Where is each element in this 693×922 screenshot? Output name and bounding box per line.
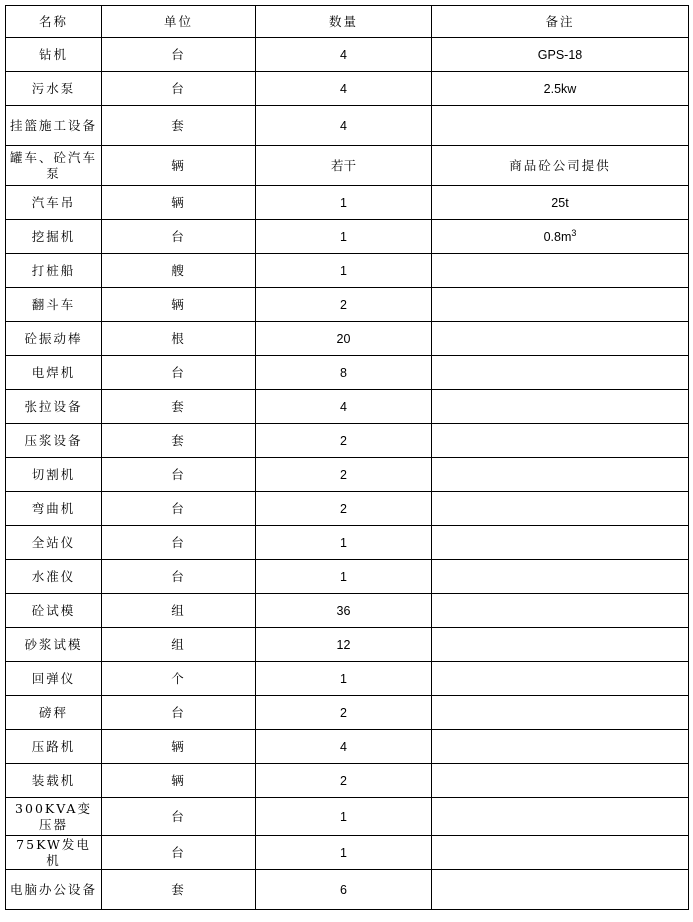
- cell-unit: 根: [102, 322, 256, 356]
- cell-name: 钻机: [6, 38, 102, 72]
- cell-remark: [432, 106, 689, 146]
- table-row: [6, 662, 689, 696]
- cell-unit: 套: [102, 106, 256, 146]
- cell-quantity: 1: [256, 662, 432, 696]
- cell-quantity: 2: [256, 764, 432, 798]
- table-row: [6, 106, 689, 146]
- cell-name: 全站仪: [6, 526, 102, 560]
- cell-name: 挂篮施工设备: [6, 106, 102, 146]
- cell-name: 切割机: [6, 458, 102, 492]
- cell-name: 压浆设备: [6, 424, 102, 458]
- cell-name: 挖掘机: [6, 220, 102, 254]
- table-row: [6, 764, 689, 798]
- cell-remark: [432, 492, 689, 526]
- cell-remark: [432, 424, 689, 458]
- cell-unit: 台: [102, 356, 256, 390]
- cell-quantity: 4: [256, 390, 432, 424]
- cell-remark: [432, 356, 689, 390]
- cell-unit: 台: [102, 526, 256, 560]
- cell-remark: [432, 696, 689, 730]
- header-unit: 单位: [102, 6, 256, 38]
- cell-remark: [432, 628, 689, 662]
- cell-quantity: 12: [256, 628, 432, 662]
- cell-unit: 辆: [102, 288, 256, 322]
- cell-name: 弯曲机: [6, 492, 102, 526]
- remark-text: 0.8m: [543, 229, 572, 244]
- cell-remark: 2.5kw: [432, 72, 689, 106]
- cell-unit: 台: [102, 458, 256, 492]
- cell-name: 砼试模: [6, 594, 102, 628]
- cell-remark: [432, 730, 689, 764]
- cell-quantity: 2: [256, 288, 432, 322]
- cell-name: 汽车吊: [6, 186, 102, 220]
- cell-name: 污水泵: [6, 72, 102, 106]
- cell-name: 砂浆试模: [6, 628, 102, 662]
- cell-remark: [432, 526, 689, 560]
- cell-quantity: 1: [256, 220, 432, 254]
- table-row: [6, 492, 689, 526]
- cell-name: 电焊机: [6, 356, 102, 390]
- cell-name: 回弹仪: [6, 662, 102, 696]
- table-row: [6, 870, 689, 910]
- cell-quantity: 2: [256, 424, 432, 458]
- cell-name: 张拉设备: [6, 390, 102, 424]
- table-row: [6, 356, 689, 390]
- cell-remark: 25t: [432, 186, 689, 220]
- cell-unit: 辆: [102, 764, 256, 798]
- table-row: [6, 390, 689, 424]
- cell-remark: [432, 870, 689, 910]
- cell-name: 罐车、砼汽车泵: [6, 146, 102, 186]
- cell-name: 电脑办公设备: [6, 870, 102, 910]
- table-header-row: [6, 6, 689, 38]
- cell-remark: [432, 458, 689, 492]
- cell-unit: 台: [102, 72, 256, 106]
- table-row: [6, 798, 689, 836]
- cell-remark: [432, 254, 689, 288]
- cell-remark: [432, 798, 689, 836]
- header-name: 名称: [6, 6, 102, 38]
- cell-name: 300KVA变压器: [6, 798, 102, 836]
- cell-unit: 台: [102, 492, 256, 526]
- table-body: [6, 38, 689, 910]
- header-remark: 备注: [432, 6, 689, 38]
- cell-unit: 台: [102, 696, 256, 730]
- cell-name: 翻斗车: [6, 288, 102, 322]
- cell-quantity: 1: [256, 560, 432, 594]
- cell-name: 压路机: [6, 730, 102, 764]
- table-row: [6, 254, 689, 288]
- cell-remark: [432, 560, 689, 594]
- cell-unit: 套: [102, 424, 256, 458]
- cell-quantity: 2: [256, 458, 432, 492]
- cell-quantity: 8: [256, 356, 432, 390]
- cell-quantity: 4: [256, 72, 432, 106]
- cell-remark: [432, 594, 689, 628]
- table-row: [6, 696, 689, 730]
- cell-quantity: 2: [256, 492, 432, 526]
- cell-unit: 艘: [102, 254, 256, 288]
- cell-unit: 台: [102, 836, 256, 870]
- cell-name: 水准仪: [6, 560, 102, 594]
- cell-unit: 台: [102, 220, 256, 254]
- table-row: [6, 526, 689, 560]
- cell-unit: 台: [102, 798, 256, 836]
- cell-unit: 台: [102, 38, 256, 72]
- table-row: [6, 560, 689, 594]
- cell-quantity: 1: [256, 798, 432, 836]
- cell-quantity: 4: [256, 38, 432, 72]
- cell-name: 磅秤: [6, 696, 102, 730]
- table-row: [6, 220, 689, 254]
- table-row: [6, 72, 689, 106]
- cell-unit: 台: [102, 560, 256, 594]
- equipment-table: [5, 5, 689, 910]
- cell-remark: [432, 764, 689, 798]
- table-row: [6, 594, 689, 628]
- cell-unit: 辆: [102, 186, 256, 220]
- cell-quantity: 4: [256, 730, 432, 764]
- cell-remark: 商品砼公司提供: [432, 146, 689, 186]
- table-row: [6, 628, 689, 662]
- table-row: [6, 322, 689, 356]
- cell-remark: GPS-18: [432, 38, 689, 72]
- cell-quantity: 4: [256, 106, 432, 146]
- cell-unit: 组: [102, 594, 256, 628]
- table-row: [6, 458, 689, 492]
- cell-remark: [432, 322, 689, 356]
- table-row: [6, 836, 689, 870]
- table-row: [6, 146, 689, 186]
- header-quantity: 数量: [256, 6, 432, 38]
- cell-remark: [432, 836, 689, 870]
- table-row: [6, 186, 689, 220]
- cell-quantity: 1: [256, 186, 432, 220]
- cell-quantity: 1: [256, 836, 432, 870]
- cell-unit: 套: [102, 390, 256, 424]
- cell-quantity: 若干: [256, 146, 432, 186]
- cell-name: 打桩船: [6, 254, 102, 288]
- cell-remark: [432, 220, 689, 254]
- cell-unit: 辆: [102, 146, 256, 186]
- table-row: [6, 730, 689, 764]
- table-row: [6, 424, 689, 458]
- cell-quantity: 1: [256, 254, 432, 288]
- cell-unit: 组: [102, 628, 256, 662]
- cell-quantity: 36: [256, 594, 432, 628]
- cell-unit: 套: [102, 870, 256, 910]
- cell-remark: [432, 662, 689, 696]
- cell-quantity: 1: [256, 526, 432, 560]
- table-row: [6, 288, 689, 322]
- cell-unit: 辆: [102, 730, 256, 764]
- cell-remark: [432, 288, 689, 322]
- cell-quantity: 6: [256, 870, 432, 910]
- cell-quantity: 20: [256, 322, 432, 356]
- table-row: [6, 38, 689, 72]
- cell-quantity: 2: [256, 696, 432, 730]
- cell-name: 75KW发电机: [6, 836, 102, 870]
- cell-remark: [432, 390, 689, 424]
- cell-unit: 个: [102, 662, 256, 696]
- cell-name: 砼振动棒: [6, 322, 102, 356]
- remark-superscript: 3: [571, 227, 577, 238]
- cell-name: 装载机: [6, 764, 102, 798]
